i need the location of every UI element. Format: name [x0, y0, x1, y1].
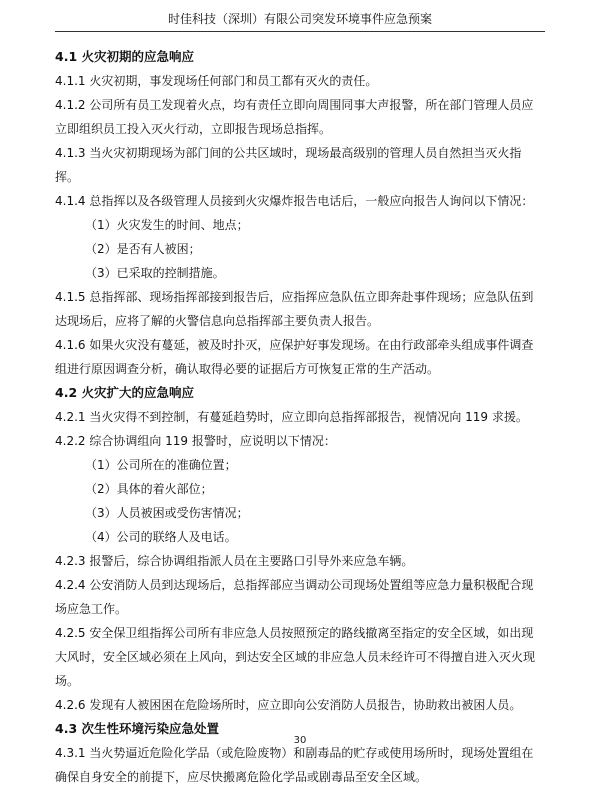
list-item: （2）具体的着火部位；	[85, 482, 213, 496]
paragraph: 4.1.1 火灾初期，事发现场任何部门和员工都有灭火的责任。	[55, 74, 378, 88]
list-item: （1）公司所在的准确位置；	[85, 458, 237, 472]
paragraph: 4.2.3 报警后，综合协调组指派人员在主要路口引导外来应急车辆。	[55, 554, 414, 568]
document-title: 时佳科技（深圳）有限公司突发环境事件应急预案	[167, 12, 432, 26]
page-header	[55, 10, 545, 32]
list-item: （3）人员被困或受伤害情况；	[85, 506, 249, 520]
list-item: （2）是否有人被困；	[85, 242, 201, 256]
paragraph: 4.1.3 当火灾初期现场为部门间的公共区域时，现场最高级别的管理人员自然担当灭火指挥。	[55, 146, 522, 184]
paragraph: 4.2.5 安全保卫组指挥公司所有非应急人员按照预定的路线撤离至指定的安全区域，如出现大风时，安全区域必须在上风向，到达安全区域的非应急人员未经许可不得擅自进入灭火现场。	[55, 626, 536, 688]
list-item: （1）火灾发生的时间、地点；	[85, 218, 249, 232]
section-heading: 4.3 次生性环境污染应急处置	[55, 721, 219, 736]
paragraph: 4.2.2 综合协调组向 119 报警时，应说明以下情况：	[55, 434, 336, 448]
list-item: （3）已采取的控制措施。	[85, 266, 225, 280]
document-body	[55, 45, 545, 789]
section-heading: 4.1 火灾初期的应急响应	[55, 49, 194, 64]
section-heading: 4.2 火灾扩大的应急响应	[55, 385, 194, 400]
paragraph: 4.1.6 如果火灾没有蔓延，被及时扑灭，应保护好事发现场。在由行政部牵头组成事件调查组进行原因调查分析，确认取得必要的证据后方可恢复正常的生产活动。	[55, 338, 534, 376]
paragraph: 4.2.6 发现有人被困困在危险场所时，应立即向公安消防人员报告，协助救出被困人员。	[55, 698, 522, 712]
paragraph: 4.1.4 总指挥以及各级管理人员接到火灾爆炸报告电话后，一般应向报告人询问以下情况：	[55, 194, 534, 208]
paragraph: 4.2.1 当火灾得不到控制，有蔓延趋势时，应立即向总指挥部报告，视情况向 119 求援。	[55, 410, 528, 424]
paragraph: 4.1.2 公司所有员工发现着火点，均有责任立即向周围同事大声报警，所在部门管理人员应立即组织员工投入灭火行动，立即报告现场总指挥。	[55, 98, 534, 136]
page-footer	[0, 735, 600, 746]
page-number: 30	[293, 735, 307, 746]
paragraph: 4.1.5 总指挥部、现场指挥部接到报告后，应指挥应急队伍立即奔赴事件现场；应急队伍到达现场后，应将了解的火警信息向总指挥部主要负责人报告。	[55, 290, 534, 328]
list-item: （4）公司的联络人及电话。	[85, 530, 237, 544]
paragraph: 4.2.4 公安消防人员到达现场后，总指挥部应当调动公司现场处置组等应急力量积极配合现场应急工作。	[55, 578, 534, 616]
paragraph: 4.3.1 当火势逼近危险化学品（或危险废物）和剧毒品的贮存或使用场所时，现场处置组在确保自身安全的前提下，应尽快搬离危险化学品或剧毒品至安全区域。	[55, 746, 534, 784]
